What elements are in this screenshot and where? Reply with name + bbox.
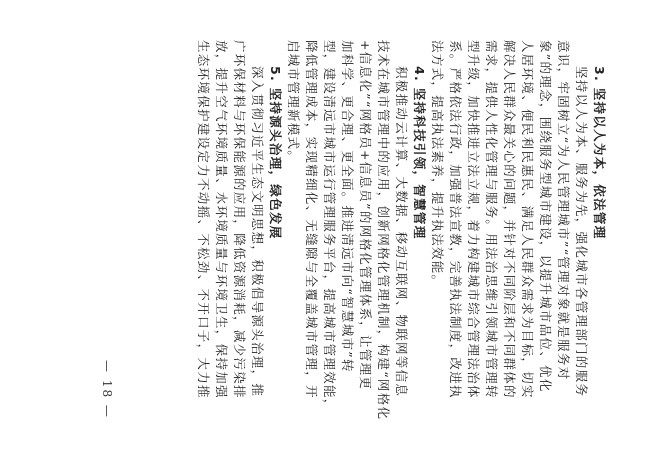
paragraph-line: 积极推动云计算、大数据、移动互联网、物联网等信息 (394, 66, 409, 398)
paragraph-line: 降低管理成本，实现精细化、无缝隙与全覆盖城市管理，开 (304, 40, 319, 399)
paragraph-line: 加科学、更合理、更全面。推进清远市向“智慧城市”转 (340, 40, 355, 373)
paragraph-line: 坚持以人为本、服务为先，强化城市各管理部门的服务 (574, 66, 589, 398)
paragraph-line: 放，提升空气环境质量、水环境质量与环境卫生，保持加强 (214, 40, 229, 399)
paragraph-line: 法方式，提高执法素养，提升执法效能。 (430, 40, 445, 289)
paragraph-line: +信息化”“网格员+信息员”的网格化管理体系，让管理更 (358, 40, 373, 391)
paragraph-line: 型，建设清远市城市运行管理服务平台，提高城市管理效能， (322, 40, 337, 413)
paragraph-line: 需求，提供人性化管理与服务。用法治思维引领城市管理转 (484, 40, 499, 399)
paragraph-line: 启城市管理新模式。 (286, 40, 301, 165)
paragraph-line: 象”的理念，围绕服务型城市建设，以提升城市品位、优化 (538, 40, 553, 393)
paragraph-line: 广环保材料与环保能源的应用，降低资源消耗，减少污染排 (232, 40, 247, 399)
section-heading: 5. 坚持源头治理，绿色发展 (268, 66, 283, 240)
paragraph-line: 深入贯彻习近平生态文明思想，积极倡导源头治理，推 (250, 66, 265, 398)
section-heading: 3. 坚持以人为本，依法管理 (592, 66, 607, 240)
page-number: — 18 — (100, 360, 114, 419)
paragraph-line: 技术在城市管理中的应用，创新网格化管理机制，构建“网格化 (376, 40, 391, 420)
paragraph-line: 人居环境、便民利民惠民、满足人民群众需求为目标，切实 (520, 40, 535, 399)
rotated-text-block (108, 40, 608, 420)
paragraph-line: 系。严格依法行政，加强普法宣教，完善执法制度，改进执 (448, 40, 463, 399)
section-heading: 4. 坚持科技引领，智慧管理 (412, 66, 427, 240)
paragraph-line: 解决人民群众最关心的问题，并针对不同阶层和不同群体的 (502, 40, 517, 399)
paragraph-line: 型升级，加快推进立法立规，着力构建城市综合管理法治体 (466, 40, 481, 399)
paragraph-line: 意识，牢固树立“为人民管理城市”“管理对象就是服务对 (556, 40, 571, 381)
paragraph-line: 生态环境保护建设定力不动摇、不松劲、不开口子，大力推 (196, 40, 211, 399)
